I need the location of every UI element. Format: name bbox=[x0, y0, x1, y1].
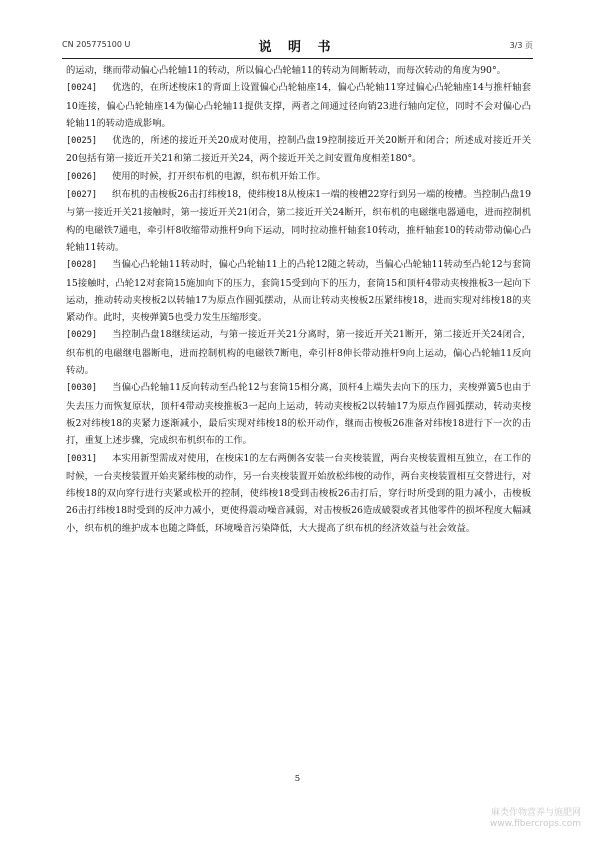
paragraph-0027 bbox=[66, 186, 531, 256]
paragraph-number: [0026] bbox=[66, 171, 98, 182]
paragraph-number: [0027] bbox=[66, 190, 98, 201]
paragraph-number: [0028] bbox=[66, 260, 98, 271]
publication-number: CN 205775100 U bbox=[62, 40, 131, 49]
paragraph-text: 优选的，所述的接近开关20成对使用，控制凸盘19控制接近开关20断开和闭合；所述成对接近开关20包括有第一接近开关21和第二接近开关24，两个接近开关之间安置角度相差180°。 bbox=[66, 135, 531, 165]
watermark-site-name: 麻类作物营养与施肥网 bbox=[490, 808, 581, 818]
paragraph-continuation bbox=[66, 62, 531, 79]
paragraph-text: 当偏心凸轮轴11反向转动至凸轮12与套筒15相分离，顶杆4上端失去向下的压力，夹梭弹簧5也由于失去压力而恢复原状，顶杆4带动夹梭推板3一起向上运动，转动夹梭板2以转轴17为原点作圆弧摆动，转动夹梭板2对纬梭18的夹紧力逐渐减小，最后实现对纬梭18的松开动作，继而击梭板26准备对纬梭18进行下一次的击打，重复上述步骤，完成织布机织布的工作。 bbox=[66, 382, 531, 447]
paragraph-number: [0029] bbox=[66, 330, 98, 341]
paragraph-0029 bbox=[66, 326, 531, 379]
paragraph-0030 bbox=[66, 379, 531, 449]
paragraph-text: 当控制凸盘18继续运动，与第一接近开关21分离时，第一接近开关21断开，第二接近开关24闭合，织布机的电磁继电器断电，进而控制机构的电磁铁7断电，牵引杆8伸长带动推杆9向上运动，偏心凸轮轴11反向转动。 bbox=[66, 329, 531, 377]
paragraph-number: [0031] bbox=[66, 453, 98, 464]
page-header bbox=[62, 36, 533, 56]
watermark bbox=[490, 808, 581, 830]
paragraph-text: 织布机的击梭板26击打纬梭18，使纬梭18从梭床1一端的梭槽22穿行到另一端的梭槽。当控制凸盘19与第一接近开关21接触时，第一接近开关21闭合，第二接近开关24断开，织布机的电磁继电器通电，进而控制机构的电磁铁7通电，牵引杆8收缩带动推杆9向下运动，同时拉动推杆轴套10转动，推杆轴套10的转动带动偏心凸轮轴11转动。 bbox=[66, 189, 531, 253]
paragraph-0026 bbox=[66, 168, 531, 186]
page-number: 5 bbox=[294, 774, 301, 784]
paragraph-number: [0024] bbox=[66, 83, 98, 94]
paragraph-0028 bbox=[66, 256, 531, 326]
paragraph-text: 的运动，继而带动偏心凸轮轴11的转动，所以偏心凸轮轴11的转动为间断转动，而每次转动的角度为90°。 bbox=[66, 65, 506, 76]
watermark-url: www.fibercrops.com bbox=[490, 819, 581, 829]
paragraph-text: 优选的，在所述梭床1的背面上设置偏心凸轮轴座14，偏心凸轮轴11穿过偏心凸轮轴座14与推杆轴套10连接，偏心凸轮轴座14为偏心凸轮轴11提供支撑，两者之间通过径向销23进行轴向定位，同时不会对偏心凸轮轴11的转动造成影响。 bbox=[66, 82, 531, 129]
paragraph-number: [0030] bbox=[66, 383, 98, 394]
paragraph-number: [0025] bbox=[66, 136, 98, 147]
paragraph-text: 使用的时候，打开织布机的电源，织布机开始工作。 bbox=[112, 170, 326, 182]
page-count: 3/3 页 bbox=[509, 41, 533, 50]
paragraph-0024 bbox=[66, 79, 531, 132]
paragraph-text: 当偏心凸轮轴11转动时，偏心凸轮轴11上的凸轮12随之转动，当偏心凸轮轴11转动至凸轮12与套筒15接触时，凸轮12对套筒15施加向下的压力，套筒15受到向下的压力，套筒15和顶杆4带动夹梭推板3一起向下运动，推动转动夹梭板2以转轴17为原点作圆弧摆动，从而让转动夹梭板2压紧纬梭18，进而实现对纬梭18的夹紧动作。此时，夹梭弹簧5也受力发生压缩形变。 bbox=[66, 259, 531, 324]
document-title: 说 明 书 bbox=[258, 40, 337, 55]
document-body bbox=[66, 62, 531, 537]
paragraph-text: 本实用新型需成对使用，在梭床1的左右两侧各安装一台夹梭装置，两台夹梭装置相互独立，在工作的时候，一台夹梭装置开始夹紧纬梭的动作，另一台夹梭装置开始放松纬梭的动作，两台夹梭装置相互交替进行，对纬梭18的双向穿行进行夹紧或松开的控制，使纬梭18受到击梭板26击打后，穿行时所受到的阻力减小，击梭板26击打纬梭18时受到的反冲力减小，更使得震动噪音减弱，对击梭板26造成破裂或者其他零件的损坏程度大幅减小，织布机的维护成本也随之降低，环境噪音污染降低，大大提高了织布机的经济效益与社会效益。 bbox=[66, 452, 531, 534]
paragraph-0031 bbox=[66, 450, 531, 537]
paragraph-0025 bbox=[66, 132, 531, 168]
header-rule bbox=[62, 58, 533, 59]
